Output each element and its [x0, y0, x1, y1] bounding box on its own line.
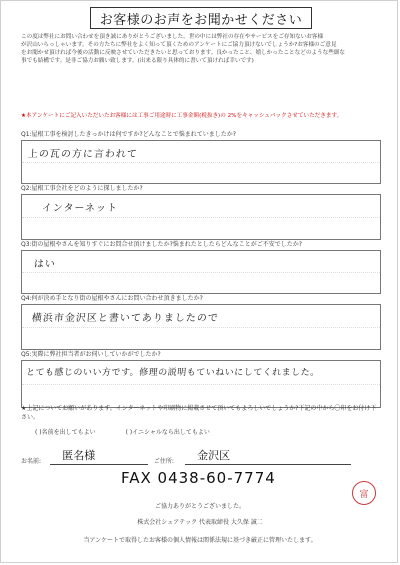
answer-box[interactable] [21, 194, 381, 240]
question-3 [21, 239, 383, 294]
seal-stamp: 富 [352, 481, 376, 505]
intro-line: 事でも結構です。是非ご協力お願い致します。(出来る限り具体的に書いて頂ければ幸いです) [21, 58, 254, 64]
question-2 [21, 183, 383, 240]
question-label: Q4:何が決め手となり街の屋根やさんにお問い合わせ頂きましたか? [21, 295, 203, 302]
handwritten-answer: インターネット [41, 203, 119, 214]
fax-number: FAX 0438-60-7774 [121, 469, 276, 487]
answer-box[interactable] [21, 304, 381, 350]
name-label: お名前: [21, 458, 42, 465]
address-label: ご住所: [153, 458, 174, 465]
name-address-row [21, 447, 351, 465]
answer-box[interactable] [21, 360, 381, 408]
address-value: 金沢区 [197, 449, 231, 462]
intro-line: この度は弊社にお問い合わせを頂き誠にありがとうございました。世の中には弊社の存在やサービスをご存知ないお客様 [21, 34, 324, 40]
consent-option-name[interactable]: ( )名前を出してもよい [35, 429, 96, 436]
consent-text: ★上記についてお願いがあります。インターネットや印刷物に掲載させて頂いてもよろしいでしょうか?下記の中から〇印をお付け下さい。 [21, 405, 377, 421]
handwritten-answer: とても感じのいい方です。修理の説明もていねいにしてくれました。 [25, 368, 321, 378]
address-field[interactable] [185, 448, 351, 465]
question-5 [21, 349, 383, 408]
question-4 [21, 293, 383, 350]
answer-box[interactable] [21, 250, 381, 294]
footer-privacy: 当アンケートで取得したお客様の個人情報は関係法規に基づき厳正に管理いたします。 [83, 537, 317, 544]
question-label: Q2:屋根工事会社をどのように探しましたか? [21, 185, 143, 192]
intro-line: が沢山いらっしゃいます。その方たちに弊社をよく知って頂くためのアンケートにご協力頂けないでしょうか?お客様のご意見 [21, 42, 337, 48]
name-value: 匿名様 [62, 449, 96, 462]
intro-text [21, 33, 381, 65]
question-label: Q5:実際に弊社担当者がお伺いしていかがでしたか? [21, 351, 161, 358]
handwritten-answer: 上の瓦の方に言われて [27, 149, 139, 160]
handwritten-answer: はい [33, 259, 57, 270]
footer-company: 株式会社シェアテック 代表取締役 大久保 誠二 [137, 519, 263, 526]
handwritten-answer: 横浜市金沢区と書いてありましたので [31, 313, 220, 324]
consent-option-initial[interactable]: ( )イニシャルなら出してもよい [125, 429, 210, 436]
page-title: お客様のお声をお聞かせください [90, 7, 312, 29]
answer-box[interactable] [21, 140, 381, 184]
question-label: Q3:街の屋根やさんを知りすぐにお問合せ頂けましたか?悩まれたとしたらどんなことがご不安でしたか? [21, 241, 302, 248]
name-field[interactable] [50, 448, 148, 465]
consent-section [21, 403, 381, 436]
cashback-note: ★本アンケートにご記入いただいたお客様には工事ご用途時に工事金額(税抜き)の 2%をキャッシュバックさせていただきます。 [21, 113, 343, 119]
question-label: Q1:屋根工事を検討したきっかけは何ですか?どんなことで悩まれていましたか? [21, 131, 236, 138]
question-1 [21, 129, 383, 184]
footer-thanks: ご協力ありがとうございました。 [154, 503, 245, 510]
intro-line: をお聞かせ頂ければ今後の活動に反映させていただきたいと思っております。良かったこと、嬉しかったことなどのような些細な [21, 50, 345, 56]
